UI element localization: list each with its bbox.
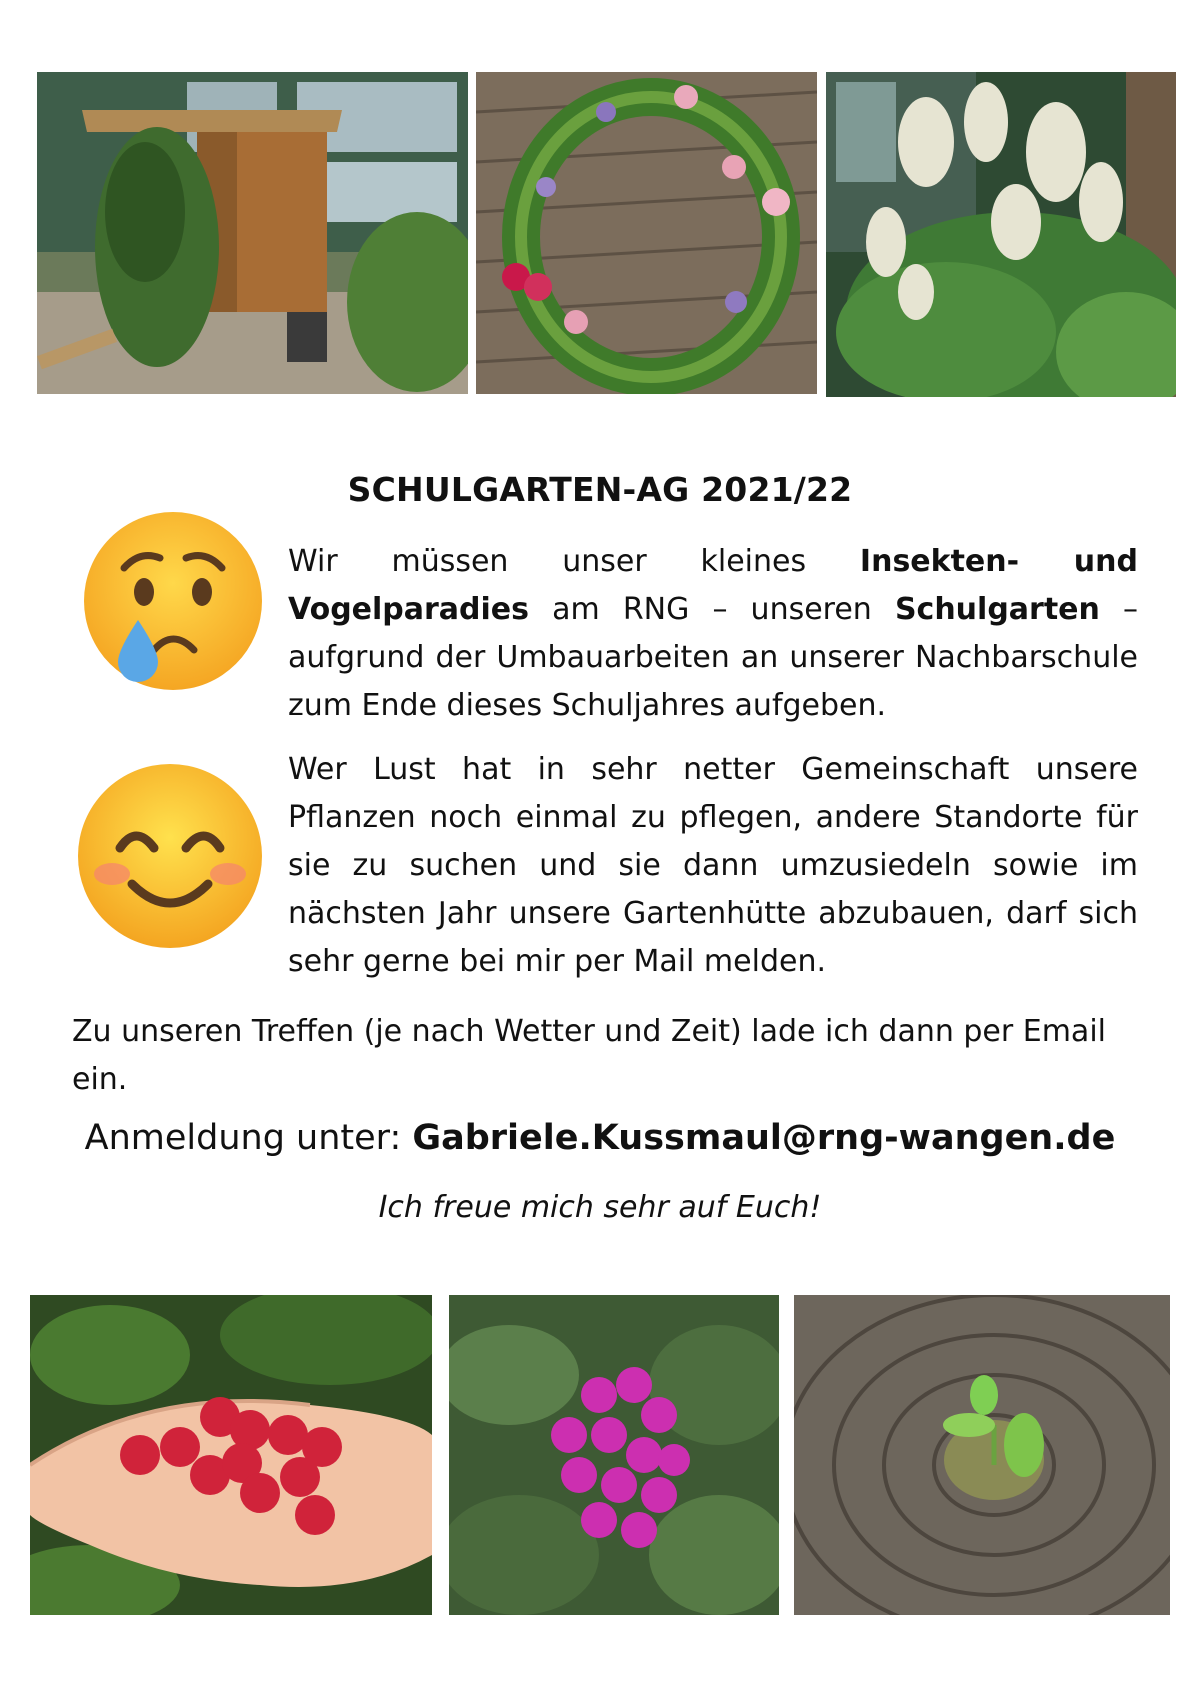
intro-text-3: – aufgrund der Umbauarbeiten an unserer Nachbarschule zum Ende dieses Schuljahres aufgeben. <box>288 592 1138 723</box>
photo-seedling-on-tree-stump <box>794 1295 1170 1615</box>
photo-pink-phlox-flowers <box>449 1295 779 1615</box>
page-title: SCHULGARTEN-AG 2021/22 <box>347 470 853 509</box>
intro-highlight-paradise: Insekten- und Vogelparadies <box>288 544 1138 627</box>
photo-garden-shed <box>37 72 468 394</box>
meeting-paragraph: Zu unseren Treffen (je nach Wetter und Zeit) lade ich dann per Email ein. <box>72 1014 1106 1097</box>
photo-raspberries-in-hand <box>30 1295 432 1615</box>
closing-line: Ich freue mich sehr auf Euch! <box>378 1190 822 1225</box>
intro-text-2: am RNG – unseren <box>529 592 895 627</box>
signup-email-link[interactable]: Gabriele.Kussmaul@rng-wangen.de <box>412 1118 1116 1158</box>
photo-white-flowering-shrub <box>826 72 1176 397</box>
photo-flower-wreath <box>476 72 817 394</box>
smiling-face-icon <box>76 762 264 950</box>
intro-highlight-garden: Schulgarten <box>894 592 1100 627</box>
intro-paragraph <box>288 538 1138 730</box>
crying-face-icon <box>82 510 264 692</box>
invitation-paragraph: Wer Lust hat in sehr netter Gemeinschaft unsere Pflanzen noch einmal zu pflegen, andere Standorte für sie zu suchen und sie dann umzusiedeln sowie im nächsten Jahr unsere Gartenhütte abzubauen, darf sich sehr gerne bei mir per Mail melden. <box>288 752 1138 979</box>
signup-line <box>0 1118 1200 1158</box>
signup-label: Anmeldung unter: <box>84 1118 413 1158</box>
intro-text-1: Wir müssen unser kleines <box>288 544 860 579</box>
